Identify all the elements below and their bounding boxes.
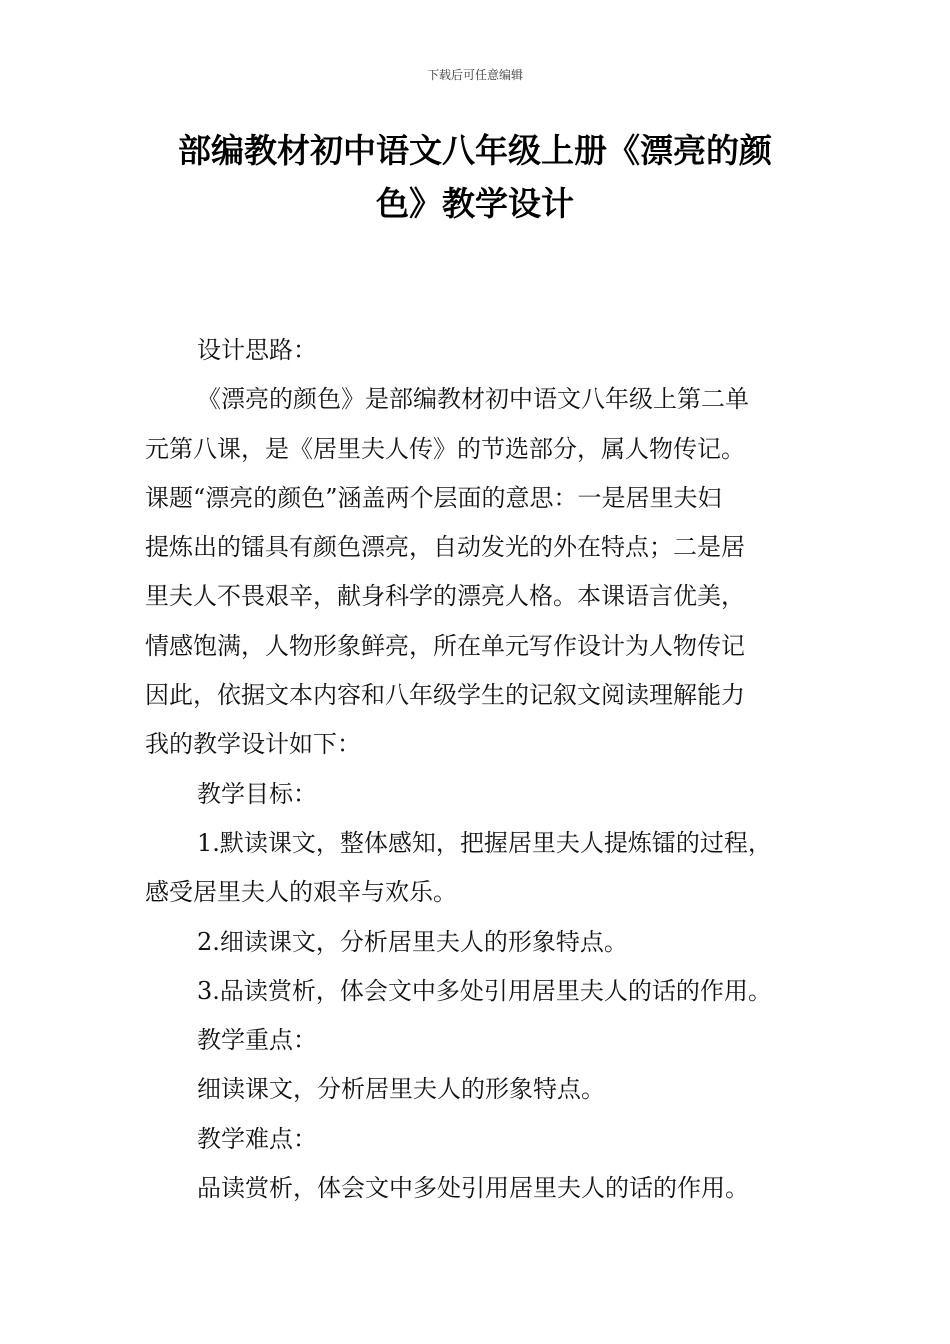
goal-item-2: 2.细读课文，分析居里夫人的形象特点。 bbox=[197, 927, 628, 956]
title-line-2: 色》教学设计 bbox=[376, 184, 574, 223]
page-header: 下载后可任意编辑 bbox=[426, 68, 523, 82]
section-heading-goals: 教学目标： bbox=[197, 779, 317, 808]
paragraph-line: 提炼出的镭具有颜色漂亮，自动发光的外在特点；二是居 bbox=[145, 533, 745, 562]
title-line-1: 部编教材初中语文八年级上册《漂亮的颜 bbox=[178, 131, 772, 170]
goal-item-1-cont: 感受居里夫人的艰辛与欢乐。 bbox=[145, 878, 457, 907]
paragraph-line: 《漂亮的颜色》是部编教材初中语文八年级上第二单 bbox=[197, 385, 749, 414]
paragraph-line: 情感饱满，人物形象鲜亮，所在单元写作设计为人物传记 bbox=[145, 631, 745, 660]
document-body bbox=[145, 326, 825, 1213]
section-heading-design: 设计思路： bbox=[197, 336, 317, 364]
paragraph-line: 里夫人不畏艰辛，献身科学的漂亮人格。本课语言优美， bbox=[145, 582, 745, 611]
paragraph-line: 我的教学设计如下： bbox=[145, 730, 361, 759]
section-heading-difficulties: 教学难点： bbox=[197, 1124, 317, 1153]
document-title bbox=[150, 124, 800, 230]
difficulty-text: 品读赏析，体会文中多处引用居里夫人的话的作用。 bbox=[197, 1174, 749, 1203]
goal-item-1: 1.默读课文，整体感知，把握居里夫人提炼镭的过程， bbox=[197, 828, 772, 857]
paragraph-line: 元第八课，是《居里夫人传》的节选部分，属人物传记。 bbox=[145, 434, 745, 463]
paragraph-line: 因此，依据文本内容和八年级学生的记叙文阅读理解能力 bbox=[145, 681, 745, 710]
key-point-text: 细读课文，分析居里夫人的形象特点。 bbox=[197, 1075, 605, 1104]
paragraph-line: 课题“漂亮的颜色”涵盖两个层面的意思：一是居里夫妇 bbox=[145, 483, 722, 512]
goal-item-3: 3.品读赏析，体会文中多处引用居里夫人的话的作用。 bbox=[197, 976, 772, 1005]
section-heading-key-points: 教学重点： bbox=[197, 1026, 317, 1055]
